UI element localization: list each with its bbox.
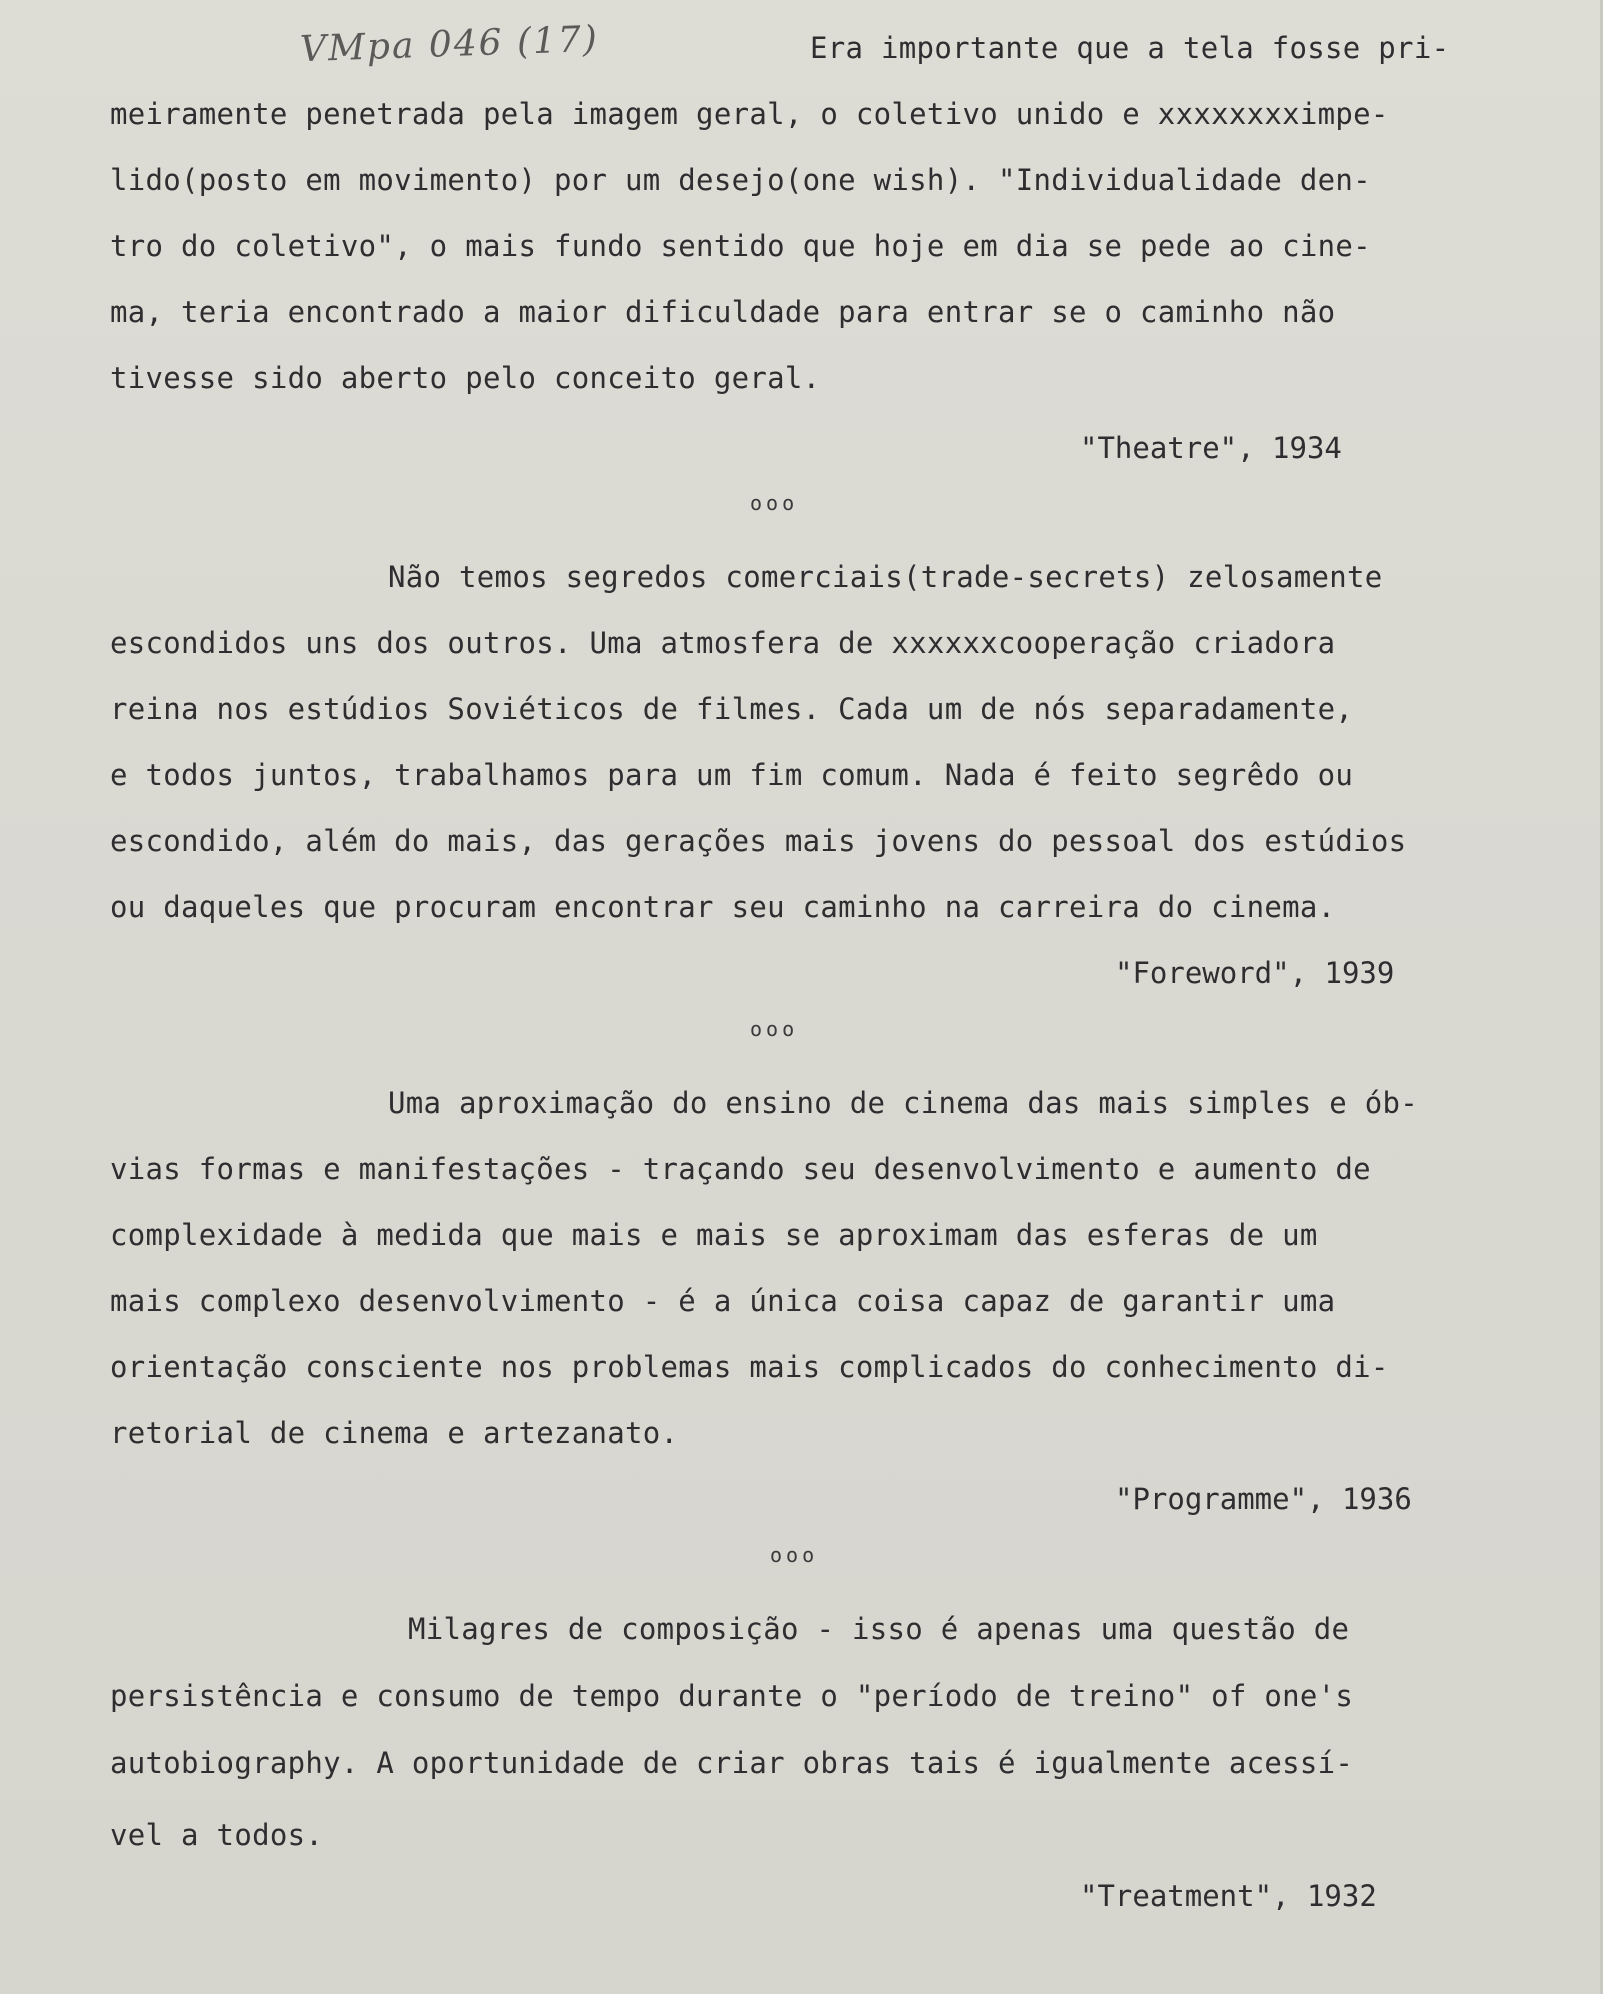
paragraph-3-line-6: retorial de cinema e artezanato. — [110, 1416, 679, 1450]
section-separator-3: ooo — [770, 1543, 819, 1567]
source-citation-foreword: "Foreword", 1939 — [1115, 956, 1395, 990]
paragraph-1-line-4: tro do coletivo", o mais fundo sentido que hoje em dia se pede ao cine- — [110, 229, 1371, 263]
paragraph-2-line-1: Não temos segredos comerciais(trade-secrets) zelosamente — [388, 560, 1383, 594]
paragraph-1-line-1: Era importante que a tela fosse pri- — [810, 31, 1450, 65]
paragraph-1-line-3: lido(posto em movimento) por um desejo(one wish). "Individualidade den- — [110, 163, 1371, 197]
paragraph-4-line-2: persistência e consumo de tempo durante o "período de treino" of one's — [110, 1679, 1354, 1713]
paragraph-3-line-5: orientação consciente nos problemas mais complicados do conhecimento di- — [110, 1350, 1389, 1384]
paragraph-1-line-6: tivesse sido aberto pelo conceito geral. — [110, 361, 821, 395]
paragraph-1-line-5: ma, teria encontrado a maior dificuldade para entrar se o caminho não — [110, 295, 1336, 329]
paragraph-1-line-2: meiramente penetrada pela imagem geral, o coletivo unido e xxxxxxxximpe- — [110, 97, 1389, 131]
source-citation-theatre: "Theatre", 1934 — [1080, 431, 1342, 465]
paragraph-3-line-2: vias formas e manifestações - traçando seu desenvolvimento e aumento de — [110, 1152, 1371, 1186]
paragraph-3-line-3: complexidade à medida que mais e mais se aproximam das esferas de um — [110, 1218, 1318, 1252]
archive-reference-note: VMpa 046 (17) — [299, 18, 600, 71]
section-separator-1: ooo — [750, 491, 799, 515]
paragraph-2-line-3: reina nos estúdios Soviéticos de filmes. Cada um de nós separadamente, — [110, 692, 1354, 726]
paragraph-2-line-4: e todos juntos, trabalhamos para um fim comum. Nada é feito segrêdo ou — [110, 758, 1354, 792]
paragraph-4-line-3: autobiography. A oportunidade de criar obras tais é igualmente acessí- — [110, 1746, 1354, 1780]
source-citation-programme: "Programme", 1936 — [1115, 1482, 1412, 1516]
paragraph-3-line-1: Uma aproximação do ensino de cinema das mais simples e ób- — [388, 1086, 1419, 1120]
paragraph-2-line-6: ou daqueles que procuram encontrar seu caminho na carreira do cinema. — [110, 890, 1336, 924]
source-citation-treatment: "Treatment", 1932 — [1080, 1879, 1377, 1913]
paragraph-2-line-5: escondido, além do mais, das gerações mais jovens do pessoal dos estúdios — [110, 824, 1407, 858]
paragraph-4-line-4: vel a todos. — [110, 1818, 324, 1852]
paragraph-4-line-1: Milagres de composição - isso é apenas uma questão de — [408, 1612, 1350, 1646]
paragraph-2-line-2: escondidos uns dos outros. Uma atmosfera de xxxxxxcooperação criadora — [110, 626, 1336, 660]
paragraph-3-line-4: mais complexo desenvolvimento - é a única coisa capaz de garantir uma — [110, 1284, 1336, 1318]
section-separator-2: ooo — [750, 1017, 799, 1041]
